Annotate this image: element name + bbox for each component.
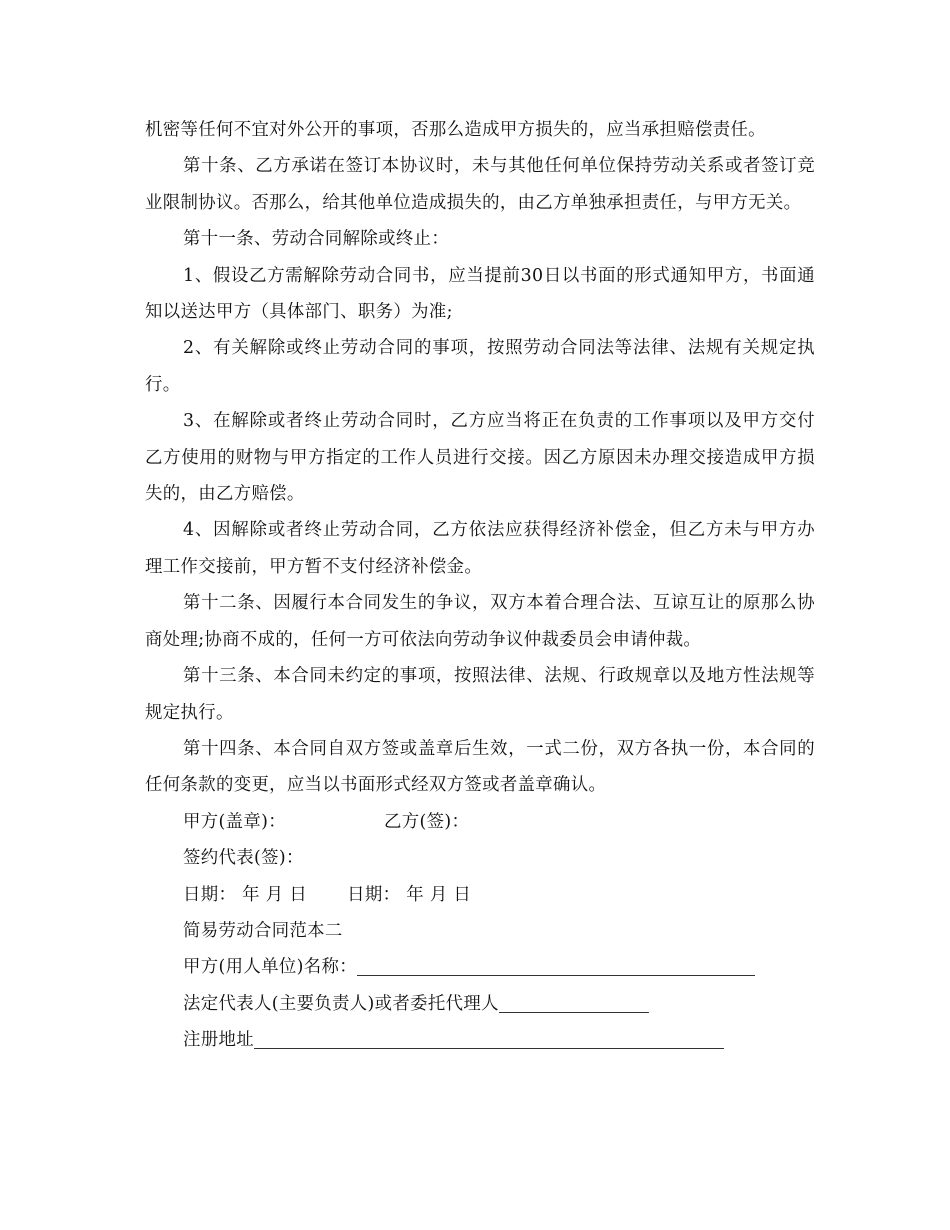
party-a-seal-label: 甲方(盖章)： (183, 811, 286, 832)
paragraph-clause-3: 3、在解除或者终止劳动合同时，乙方应当将正在负责的工作事项以及甲方交付乙方使用的财物与甲方指定的工作人员进行交接。因乙方原因未办理交接造成甲方损失的，由乙方赔偿。 (145, 411, 815, 505)
paragraph-clause-2: 2、有关解除或终止劳动合同的事项，按照劳动合同法等法律、法规有关规定执行。 (145, 338, 815, 395)
date-b-label: 日期： 年 月 日 (347, 884, 472, 905)
representative-label: 签约代表(签)： (183, 848, 304, 869)
paragraph-clause-1: 1、假设乙方需解除劳动合同书，应当提前30日以书面的形式通知甲方，书面通知以送达甲方（具体部门、职务）为准; (145, 265, 815, 323)
date-a-label: 日期： 年 月 日 (183, 884, 308, 905)
paragraph-clause-4: 4、因解除或者终止劳动合同，乙方依法应获得经济补偿金，但乙方未与甲方办理工作交接前，甲方暂不支付经济补偿金。 (145, 520, 815, 577)
party-b-sign-label: 乙方(签)： (383, 811, 470, 832)
registered-address-line (145, 1022, 815, 1058)
dates-line (145, 877, 815, 913)
paragraph-continuation: 机密等任何不宜对外公开的事项，否那么造成甲方损失的，应当承担赔偿责任。 (145, 120, 766, 140)
registered-address-blank[interactable] (254, 1024, 724, 1049)
employer-name-blank[interactable] (357, 951, 755, 976)
legal-representative-blank[interactable] (499, 988, 649, 1013)
paragraph-article-11: 第十一条、劳动合同解除或终止： (183, 229, 450, 250)
paragraph-article-14: 第十四条、本合同自双方签或盖章后生效，一式二份，双方各执一份，本合同的任何条款的变更，应当以书面形式经双方签或者盖章确认。 (145, 738, 815, 796)
legal-representative-label: 法定代表人(主要负责人)或者委托代理人 (183, 993, 499, 1014)
template-2-title: 简易劳动合同范本二 (183, 920, 343, 941)
document-body (145, 112, 815, 1059)
employer-name-line (145, 949, 815, 985)
employer-name-label: 甲方(用人单位)名称： (183, 957, 357, 978)
legal-representative-line (145, 986, 815, 1022)
representative-line (145, 840, 815, 876)
paragraph-article-13: 第十三条、本合同未约定的事项，按照法律、法规、行政规章以及地方性法规等规定执行。 (145, 666, 815, 723)
paragraph-article-10: 第十条、乙方承诺在签订本协议时，未与其他任何单位保持劳动关系或者签订竞业限制协议。否那么，给其他单位造成损失的，由乙方单独承担责任，与甲方无关。 (145, 156, 815, 213)
signature-parties-line (145, 804, 815, 840)
registered-address-label: 注册地址 (183, 1030, 254, 1051)
paragraph-article-12: 第十二条、因履行本合同发生的争议，双方本着合理合法、互谅互让的原那么协商处理;协商不成的，任何一方可依法向劳动争议仲裁委员会申请仲裁。 (145, 593, 815, 650)
